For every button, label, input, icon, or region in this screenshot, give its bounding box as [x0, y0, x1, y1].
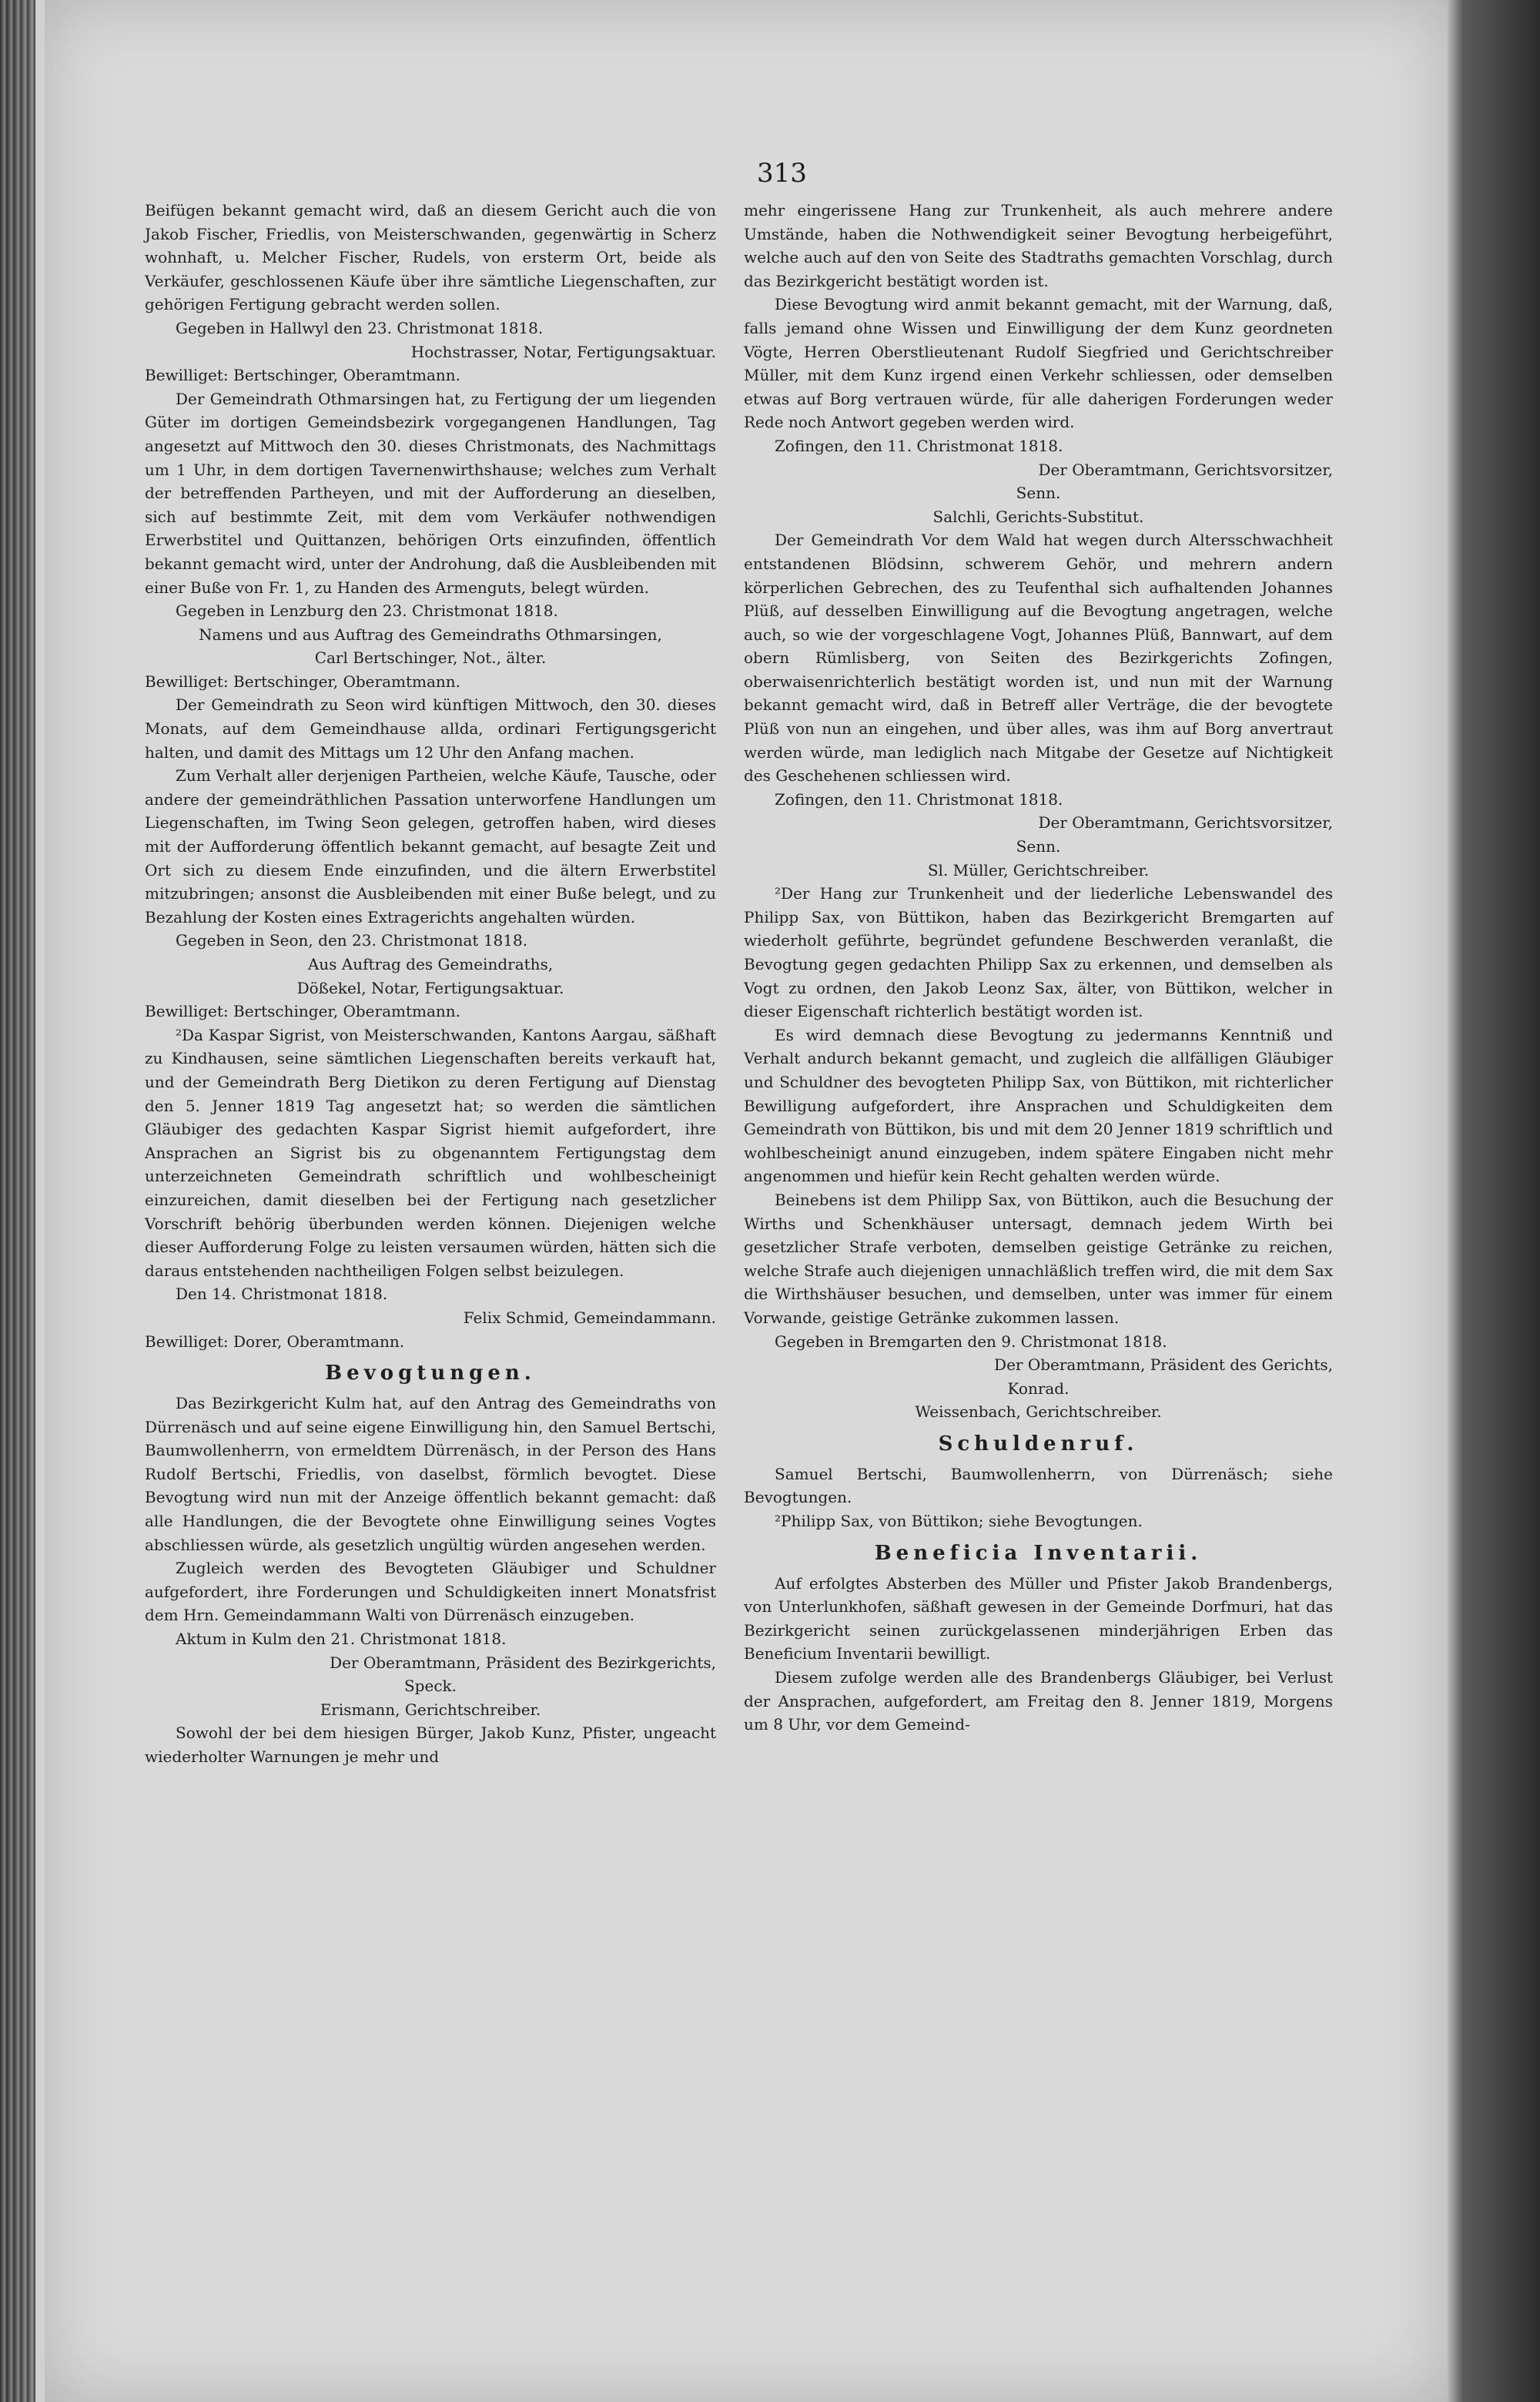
signature: Dößekel, Notar, Fertigungsaktuar.	[296, 978, 564, 997]
date-line: Gegeben in Hallwyl den 23. Christmonat 1818.	[176, 318, 544, 337]
paragraph: Diese Bevogtung wird anmit bekannt gemacht, mit der Warnung, daß, falls jemand ohne Wissen und Einwilligung der dem Kunz geordneten Vögte, Herren Oberstlieutenant Rudolf Siegfried und Gerichtschreiber Müller, mit dem Kunz irgend einen Verkehr schliessen, oder demselben etwas auf Borg vertrauen würde, für alle daherigen Forderungen weder Rede noch Antwort gegeben werden wird.	[744, 295, 1333, 432]
paragraph: Sowohl der bei dem hiesigen Bürger, Jakob Kunz, Pfister, ungeacht wiederholter Warnungen je mehr und	[145, 1724, 716, 1766]
paragraph: Beinebens ist dem Philipp Sax, von Büttikon, auch die Besuchung der Wirths und Schenkhäuser untersagt, demnach jedem Wirth bei gesetzlicher Strafe verboten, demselben geistige Getränke zu reichen, welche Strafe auch diejenigen unnachläßlich treffen wird, die mit dem Sax die Wirthshäuser besuchen, und demselben, unter was immer für einem Vorwande, geistige Getränke zukommen lassen.	[744, 1190, 1333, 1327]
date-line: Zofingen, den 11. Christmonat 1818.	[775, 436, 1063, 455]
paragraph: Auf erfolgtes Absterben des Müller und Pfister Jakob Brandenbergs, von Unterlunkhofen, säßhaft gewesen in der Gemeinde Dorfmuri, hat das Bezirkgericht seinen zurückgelassenen minderjährigen Erben das Beneficium Inventarii bewilligt.	[744, 1573, 1333, 1663]
approval-line: Bewilliget: Bertschinger, Oberamtmann.	[145, 672, 461, 691]
page-edge-stack	[0, 0, 35, 2402]
section-heading: Schuldenruf.	[938, 1432, 1139, 1456]
date-line: Aktum in Kulm den 21. Christmonat 1818.	[176, 1630, 507, 1649]
paragraph: ²Philipp Sax, von Büttikon; siehe Bevogtungen.	[775, 1512, 1143, 1531]
paragraph: Zugleich werden des Bevogteten Gläubiger und Schuldner aufgefordert, ihre Forderungen und Schuldigkeiten innert Monatsfrist dem Hrn. Gemeindammann Walti von Dürrenäsch einzugeben.	[145, 1559, 716, 1625]
paragraph: Zum Verhalt aller derjenigen Partheien, welche Käufe, Tausche, oder andere der gemeindräthlichen Passation unterworfene Handlungen um Liegenschaften, im Twing Seon gelegen, getroffen haben, wird dieses mit der Aufforderung öffentlich bekannt gemacht, auf besagte Zeit und Ort sich zu diesem Ende einzufinden, und die ältern Erwerbstitel mitzubringen; ansonst die Ausbleibenden mit einer Buße belegt, und zu Bezahlung der Kosten eines Extragerichts angehalten würden.	[145, 766, 716, 926]
date-line: Gegeben in Lenzburg den 23. Christmonat 1818.	[176, 601, 558, 621]
left-column	[145, 199, 716, 1769]
paragraph: mehr eingerissene Hang zur Trunkenheit, als auch mehrere andere Umstände, haben die Nothwendigkeit seiner Bevogtung herbeigeführt, welche auch auf den von Seite des Stadtraths gemachten Vorschlag, durch das Bezirkgericht bestätigt worden ist.	[744, 201, 1333, 290]
signature: Hochstrasser, Notar, Fertigungsaktuar.	[410, 342, 716, 361]
paragraph: ²Der Hang zur Trunkenheit und der liederliche Lebenswandel des Philipp Sax, von Büttikon, haben das Bezirkgericht Bremgarten auf wiederholt geführte, begründet gefundene Beschwerden veranlaßt, die Bevogtung gegen gedachten Philipp Sax zu erkennen, und demselben als Vogt zu ordnen, den Jakob Leonz Sax, älter, von Büttikon, welcher in dieser Eigenschaft richterlich bestätigt worden ist.	[744, 884, 1333, 1021]
signature: Namens und aus Auftrag des Gemeindraths Othmarsingen,	[199, 625, 662, 644]
date-line: Den 14. Christmonat 1818.	[176, 1285, 388, 1304]
date-line: Gegeben in Seon, den 23. Christmonat 1818.	[176, 931, 528, 950]
paragraph: Samuel Bertschi, Baumwollenherrn, von Dürrenäsch; siehe Bevogtungen.	[744, 1464, 1333, 1507]
signature: Carl Bertschinger, Not., älter.	[314, 648, 547, 668]
signature: Der Oberamtmann, Präsident des Gerichts,	[994, 1355, 1333, 1375]
paragraph: Der Gemeindrath zu Seon wird künftigen Mittwoch, den 30. dieses Monats, auf dem Gemeindhause allda, ordinari Fertigungsgericht halten, und damit des Mittags um 12 Uhr den Anfang machen.	[145, 695, 716, 762]
paragraph: ²Da Kaspar Sigrist, von Meisterschwanden, Kantons Aargau, säßhaft zu Kindhausen, seine sämtlichen Liegenschaften bereits verkauft hat, und der Gemeindrath Berg Dietikon zu deren Fertigung auf Dienstag den 5. Jenner 1819 Tag angesetzt hat; so werden die sämtlichen Gläubiger des gedachten Kaspar Sigrist hiemit aufgefordert, ihre Ansprachen an Sigrist bis zu obgenanntem Fertigungstag dem unterzeichneten Gemeindrath schriftlich und wohlbescheinigt einzureichen, damit dieselben bei der Fertigung nach gesetzlicher Vorschrift behörig überbunden werden können. Diejenigen welche dieser Aufforderung Folge zu leisten versaumen würden, hätten sich die daraus entstehenden nachtheiligen Folgen selbst beizulegen.	[145, 1025, 716, 1280]
paragraph: Es wird demnach diese Bevogtung zu jedermanns Kenntniß und Verhalt andurch bekannt gemacht, und zugleich die allfälligen Gläubiger und Schuldner des bevogteten Philipp Sax, von Büttikon, mit richterlicher Bewilligung aufgefordert, ihre Ansprachen und Schuldigkeiten dem Gemeindrath von Büttikon, bis und mit dem 20 Jenner 1819 schriftlich und wohlbescheinigt anund einzugeben, indem spätere Eingaben nicht mehr angenommen und hiefür kein Recht gehalten werden würde.	[744, 1025, 1333, 1186]
signature: Konrad.	[1007, 1379, 1070, 1398]
signature: Salchli, Gerichts-Substitut.	[932, 507, 1144, 526]
document-page	[45, 0, 1448, 2402]
signature: Aus Auftrag des Gemeindraths,	[307, 955, 554, 973]
paragraph: Der Gemeindrath Othmarsingen hat, zu Fertigung der um liegenden Güter im dortigen Gemeindsbezirk vorgegangenen Handlungen, Tag angesetzt auf Mittwoch den 30. dieses Christmonats, des Nachmittags um 1 Uhr, in dem dortigen Tavernenwirthshause; welches zum Verhalt der betreffenden Partheyen, und mit der Aufforderung an dieselben, sich auf bestimmte Zeit, mit dem vom Verkäufer nothwendigen Erwerbstitel und Quittanzen, behörigen Orts einzufinden, öffentlich bekannt gemacht wird, unter der Androhung, daß die Ausbleibenden mit einer Buße von Fr. 1, zu Handen des Armenguts, belegt würden.	[145, 389, 716, 597]
signature: Weissenbach, Gerichtschreiber.	[915, 1402, 1162, 1422]
date-line: Zofingen, den 11. Christmonat 1818.	[775, 789, 1063, 809]
approval-line: Bewilliget: Dorer, Oberamtmann.	[145, 1332, 405, 1351]
signature: Speck.	[403, 1677, 457, 1696]
signature: Sl. Müller, Gerichtschreiber.	[927, 860, 1150, 879]
signature: Der Oberamtmann, Präsident des Bezirkgerichts,	[330, 1653, 716, 1672]
paragraph: Diesem zufolge werden alle des Brandenbergs Gläubiger, bei Verlust der Ansprachen, aufgefordert, am Freitag den 8. Jenner 1819, Morgens um 8 Uhr, vor dem Gemeind-	[744, 1668, 1333, 1734]
paragraph: Beifügen bekannt gemacht wird, daß an diesem Gericht auch die von Jakob Fischer, Friedlis, von Meisterschwanden, gegenwärtig in Scherz wohnhaft, u. Melcher Fischer, Rudels, von ersterm Ort, beide als Verkäufer, geschlossenen Käufe über ihre sämtliche Liegenschaften, zur gehörigen Fertigung gebracht werden sollen.	[145, 201, 716, 314]
right-column	[744, 199, 1333, 1737]
paragraph: Das Bezirkgericht Kulm hat, auf den Antrag des Gemeindraths von Dürrenäsch und auf seine eigene Einwilligung hin, den Samuel Bertschi, Baumwollenherrn, von ermeldtem Dürrenäsch, in der Person des Hans Rudolf Bertschi, Friedlis, von daselbst, förmlich bevogtet. Diese Bevogtung wird nun mit der Anzeige öffentlich bekannt gemacht: daß alle Handlungen, die der Bevogtete ohne Einwilligung seines Vogtes abschliessen würde, als gesetzlich ungültig würden angesehen werden.	[145, 1394, 716, 1554]
section-heading: Beneficia Inventarii.	[874, 1541, 1203, 1565]
signature: Der Oberamtmann, Gerichtsvorsitzer,	[1038, 813, 1333, 832]
approval-line: Bewilliget: Bertschinger, Oberamtmann.	[145, 1002, 461, 1021]
page-number: 313	[757, 158, 807, 189]
signature: Der Oberamtmann, Gerichtsvorsitzer,	[1038, 460, 1333, 479]
paragraph: Der Gemeindrath Vor dem Wald hat wegen durch Altersschwachheit entstandenen Blödsinn, schwerem Gehör, und mehrern andern körperlichen Gebrechen, des zu Teufenthal sich aufhaltenden Johannes Plüß, auf desselben Einwilligung auf die Bevogtung angetragen, welche auch, so wie der vorgeschlagene Vogt, Johannes Plüß, Bannwart, auf dem obern Rümlisberg, von Seiten des Bezirkgerichts Zofingen, oberwaisenrichterlich bestätigt worden ist, und nun mit der Warnung bekannt gemacht wird, daß in Betreff aller Verträge, die der bevogtete Plüß von nun an eingehen, und über alles, was ihm auf Borg anvertraut werden würde, man lediglich nach Mitgabe der Gesetze auf Nichtigkeit des Geschehenen schliessen wird.	[744, 531, 1333, 786]
signature: Felix Schmid, Gemeindammann.	[463, 1308, 716, 1327]
signature: Erismann, Gerichtschreiber.	[320, 1700, 541, 1719]
section-heading: Bevogtungen.	[325, 1362, 536, 1385]
date-line: Gegeben in Bremgarten den 9. Christmonat 1818.	[775, 1332, 1167, 1351]
signature: Senn.	[1016, 484, 1061, 503]
approval-line: Bewilliget: Bertschinger, Oberamtmann.	[145, 366, 461, 385]
signature: Senn.	[1016, 837, 1061, 856]
